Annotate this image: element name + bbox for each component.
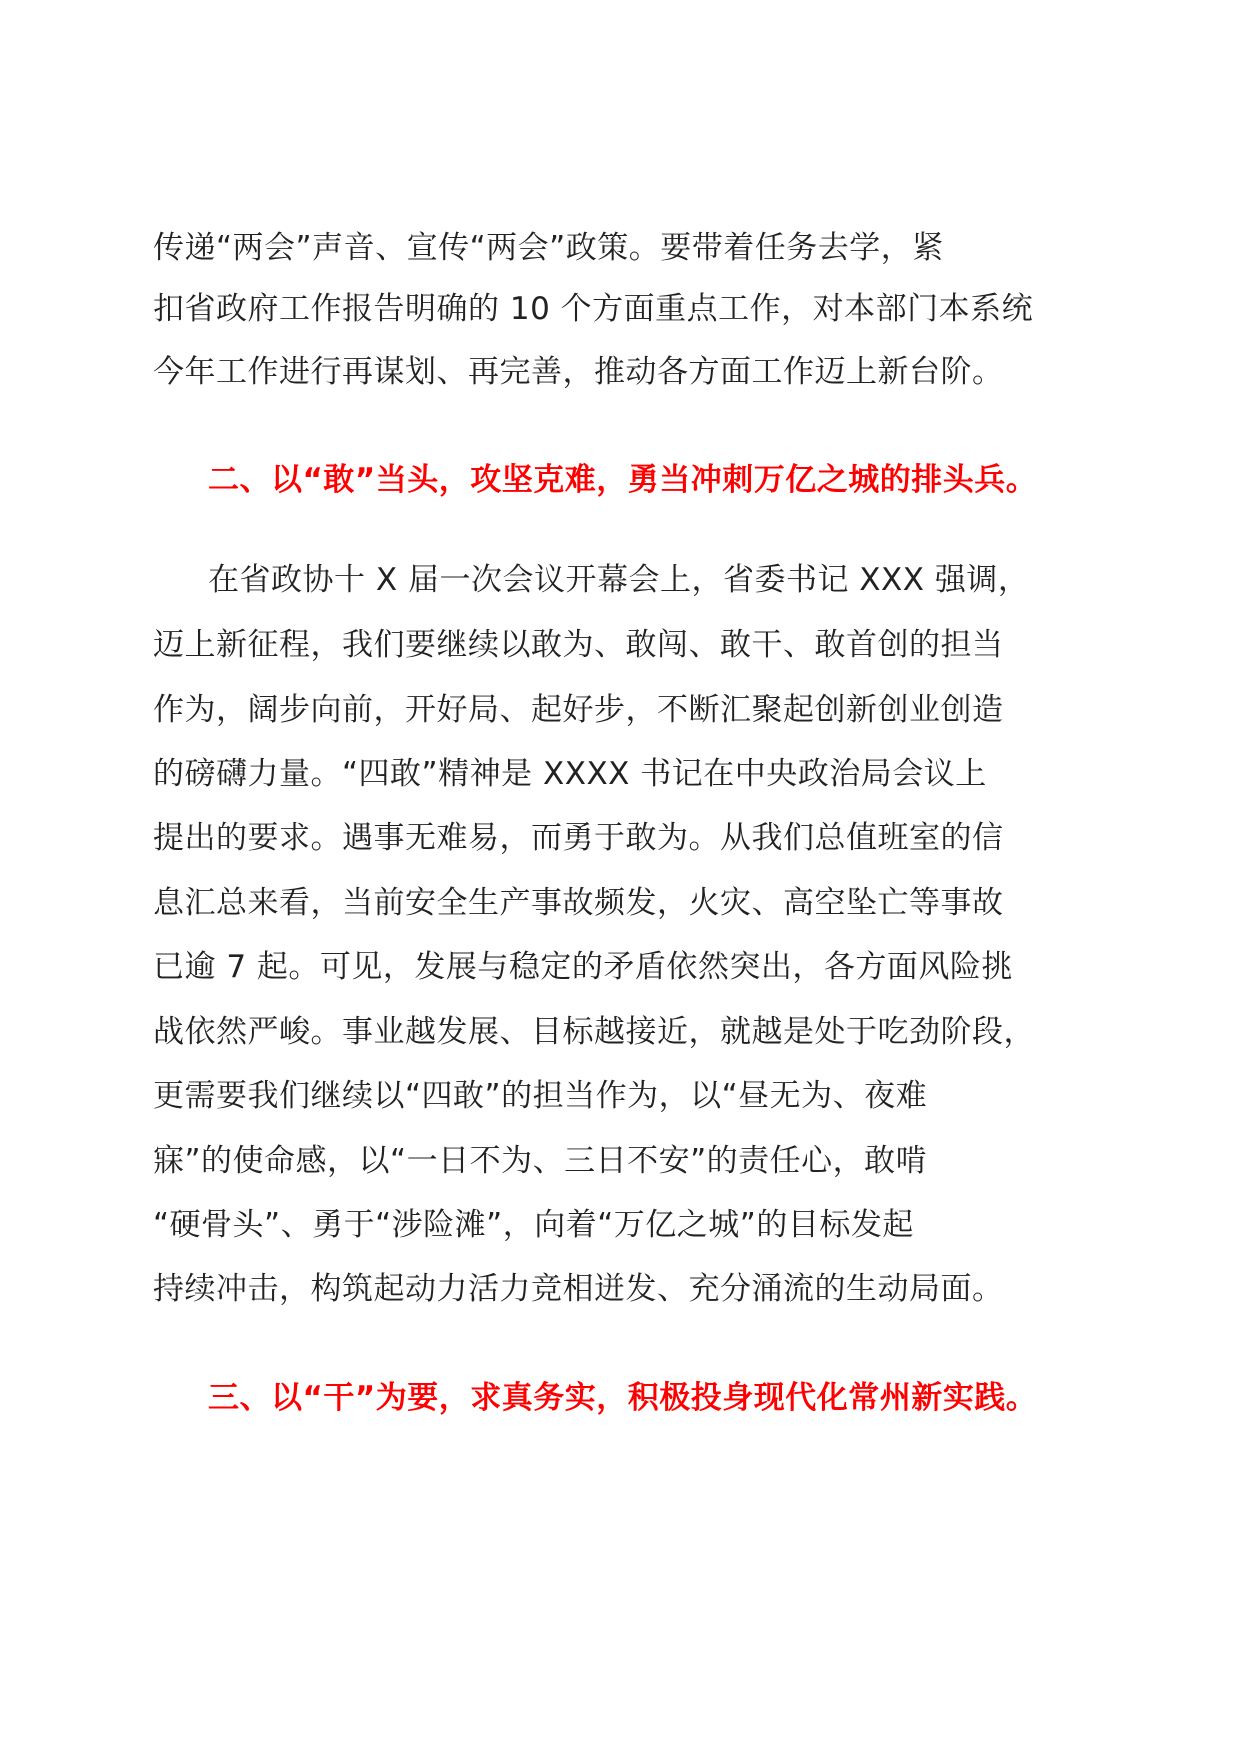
paragraph-2-line-9: 更需要我们继续以“四敢”的担当作为，以“昼无为、夜难 <box>153 1078 928 1114</box>
paragraph-2-line-11: “硬骨头”、勇于“涉险滩”，向着“万亿之城”的目标发起 <box>153 1207 914 1243</box>
paragraph-2-line-8: 战依然严峻。事业越发展、目标越接近，就越是处于吃劲阶段， <box>153 1014 1035 1050</box>
paragraph-2-line-5: 提出的要求。遇事无难易，而勇于敢为。从我们总值班室的信 <box>153 820 1004 856</box>
paragraph-2-line-1: 在省政协十 X 届一次会议开幕会上，省委书记 XXX 强调， <box>208 562 1030 598</box>
paragraph-2-line-3: 作为，阔步向前，开好局、起好步，不断汇聚起创新创业创造 <box>153 692 1004 728</box>
paragraph-2-line-7: 已逾 7 起。可见，发展与稳定的矛盾依然突出，各方面风险挑 <box>153 949 1013 985</box>
section-heading-2: 二、以“敢”当头，攻坚克难，勇当冲刺万亿之城的排头兵。 <box>208 462 1038 498</box>
paragraph-1-line-2: 扣省政府工作报告明确的 10 个方面重点工作，对本部门本系统 <box>153 291 1034 327</box>
paragraph-2-line-4: 的磅礴力量。“四敢”精神是 XXXX 书记在中央政治局会议上 <box>153 756 987 792</box>
paragraph-2-line-10: 寐”的使命感，以“一日不为、三日不安”的责任心，敢啃 <box>153 1143 928 1179</box>
paragraph-1-line-3: 今年工作进行再谋划、再完善，推动各方面工作迈上新台阶。 <box>153 354 1004 390</box>
section-heading-3: 三、以“干”为要，求真务实，积极投身现代化常州新实践。 <box>208 1380 1038 1416</box>
paragraph-1-line-1: 传递“两会”声音、宣传“两会”政策。要带着任务去学，紧 <box>153 230 944 266</box>
paragraph-2-line-12: 持续冲击，构筑起动力活力竞相迸发、充分涌流的生动局面。 <box>153 1271 1004 1307</box>
paragraph-2-line-6: 息汇总来看，当前安全生产事故频发，火灾、高空坠亡等事故 <box>153 885 1004 921</box>
paragraph-2-line-2: 迈上新征程，我们要继续以敢为、敢闯、敢干、敢首创的担当 <box>153 627 1004 663</box>
